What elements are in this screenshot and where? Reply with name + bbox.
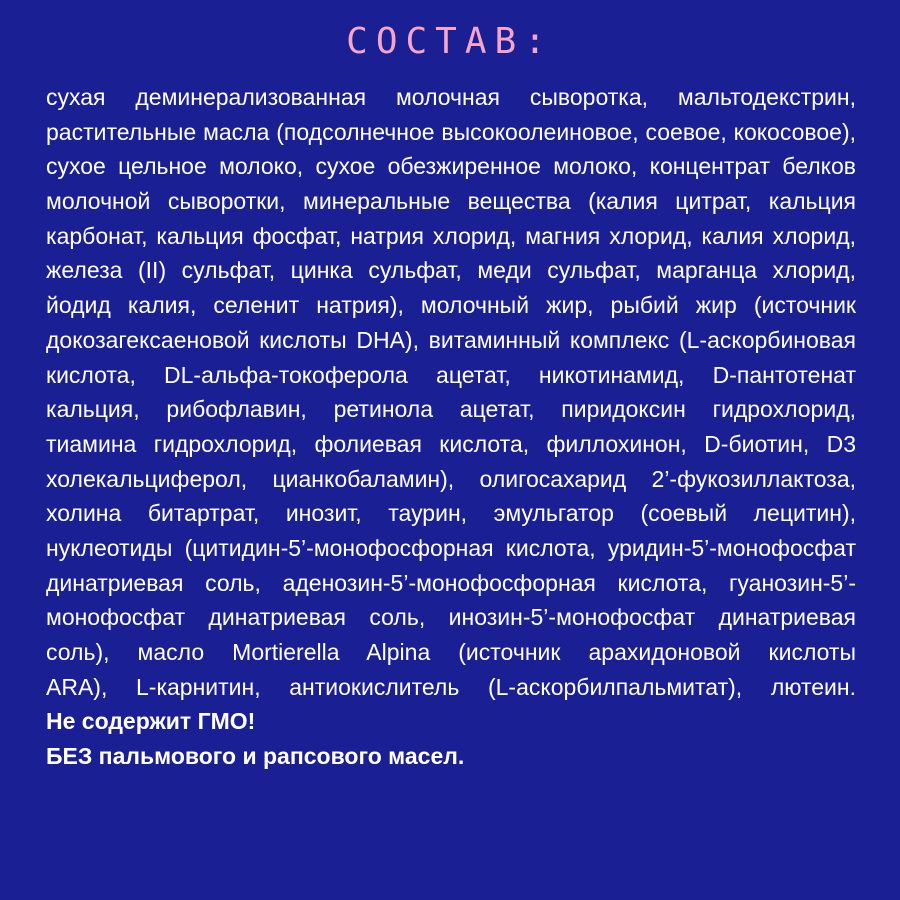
page-title: СОСТАВ: — [346, 21, 554, 62]
ingredient-line: сухая деминерализованная молочная сыворотка, мальтодекстрин, — [46, 84, 856, 110]
ingredient-line: карбонат, кальция фосфат, натрия хлорид, магния хлорид, калия хлорид, — [46, 222, 856, 249]
oil-free-note: БЕЗ пальмового и рапсового масел. — [46, 743, 465, 770]
ingredients-text — [46, 80, 856, 774]
ingredient-line: ARA), L-карнитин, антиокислитель (L-аскорбилпальмитат), лютеин. — [46, 673, 856, 700]
ingredient-line: холекальциферол, цианкобаламин), олигосахарид 2’-фукозиллактоза, — [46, 465, 856, 492]
ingredient-line: соль), масло Mortierella Alpina (источник арахидоновой кислоты — [46, 639, 856, 665]
ingredient-line: йодид калия, селенит натрия), молочный жир, рыбий жир (источник — [46, 292, 856, 319]
gmo-free-note: Не содержит ГМО! — [46, 708, 256, 735]
ingredient-line: тиамина гидрохлорид, фолиевая кислота, филлохинон, D-биотин, D3 — [46, 430, 856, 457]
ingredient-line: растительные масла (подсолнечное высокоолеиновое, соевое, кокосовое), — [46, 118, 856, 145]
ingredient-line: динатриевая соль, аденозин-5’-монофосфорная кислота, гуанозин-5’- — [46, 569, 856, 596]
ingredient-line: молочной сыворотки, минеральные вещества (калия цитрат, кальция — [46, 188, 856, 215]
ingredient-line: монофосфат динатриевая соль, инозин-5’-монофосфат динатриевая — [46, 604, 856, 631]
ingredient-line: кальция, рибофлавин, ретинола ацетат, пиридоксин гидрохлорид, — [46, 396, 856, 423]
ingredient-line: кислота, DL-альфа-токоферола ацетат, никотинамид, D-пантотенат — [46, 361, 856, 388]
ingredient-line: нуклеотиды (цитидин-5’-монофосфорная кислота, уридин-5’-монофосфат — [46, 534, 856, 561]
ingredient-line: железа (II) сульфат, цинка сульфат, меди сульфат, марганца хлорид, — [46, 257, 856, 284]
ingredient-line: сухое цельное молоко, сухое обезжиренное молоко, концентрат белков — [46, 153, 856, 180]
ingredient-line: докозагексаеновой кислоты DHA), витаминный комплекс (L-аскорбиновая — [46, 326, 856, 353]
ingredient-line: холина битартрат, инозит, таурин, эмульгатор (соевый лецитин), — [46, 500, 856, 527]
